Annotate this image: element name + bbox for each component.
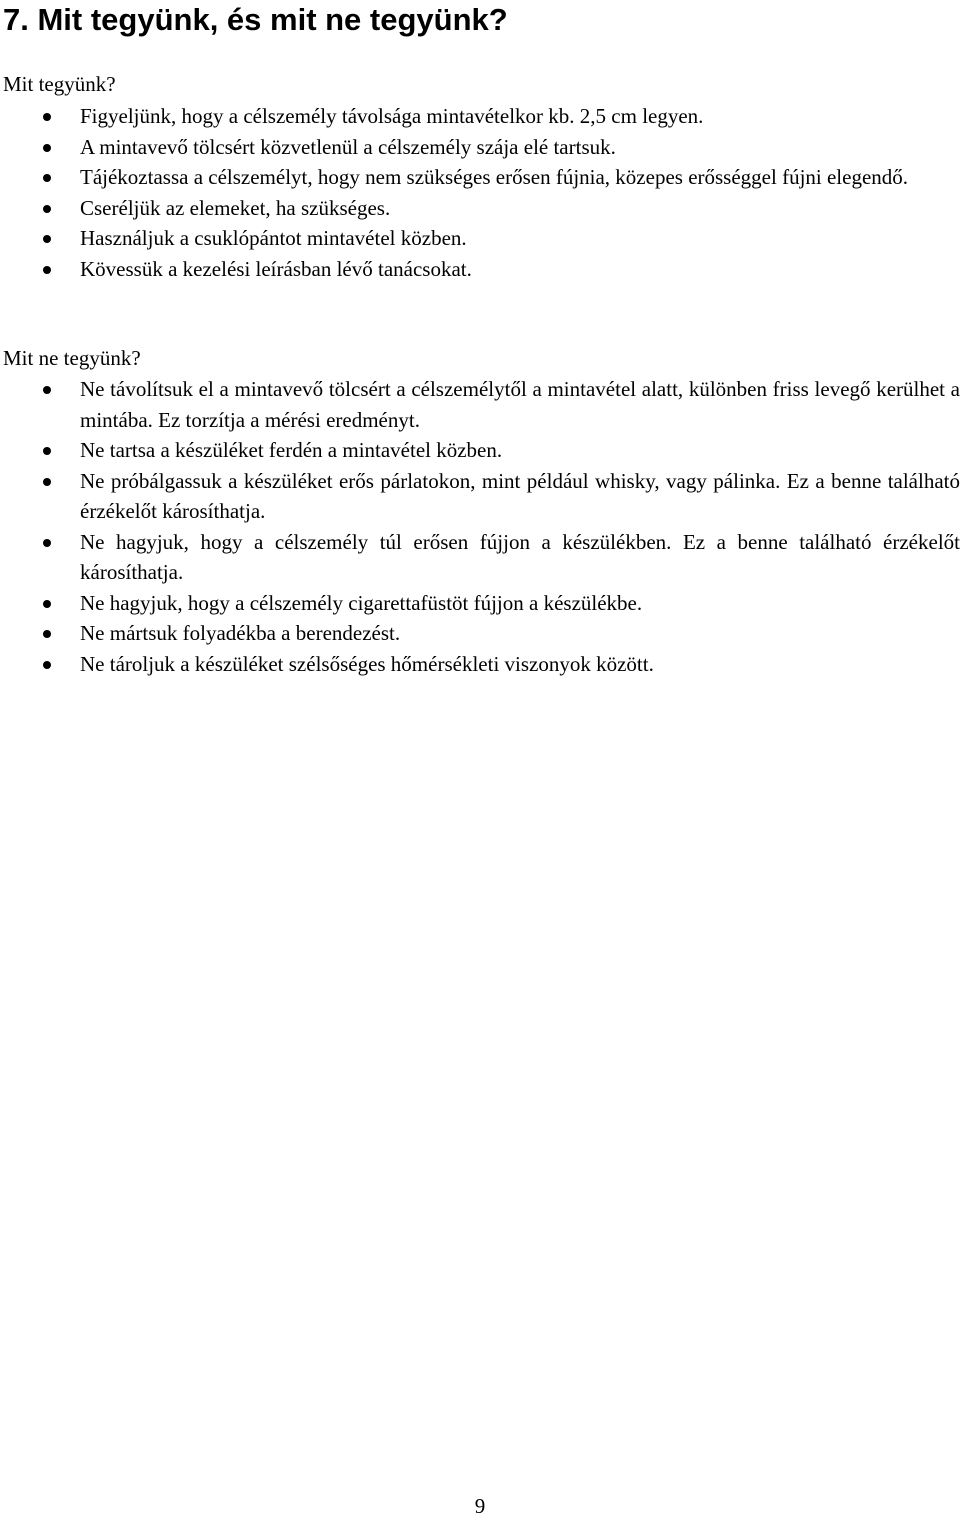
bullet-icon — [43, 630, 51, 638]
bullet-icon — [43, 113, 51, 121]
bullet-icon — [43, 235, 51, 243]
dont-section-heading: Mit ne tegyünk? — [3, 346, 141, 370]
list-item-text: Ne távolítsuk el a mintavevő tölcsért a célszemélytől a mintavétel alatt, különben friss levegő kerülhet a mintába. Ez torzítja a mérési eredményt. — [80, 377, 960, 432]
list-item-text: Ne tároljuk a készüléket szélsőséges hőmérsékleti viszonyok között. — [80, 651, 654, 676]
page-number: 9 — [474, 1494, 486, 1518]
list-item — [0, 162, 960, 193]
bullet-icon — [43, 144, 51, 152]
list-item-text: Ne tartsa a készüléket ferdén a mintavétel közben. — [80, 438, 503, 462]
list-item — [0, 254, 960, 285]
bullet-icon — [43, 205, 51, 213]
list-item-text: Ne mártsuk folyadékba a berendezést. — [80, 621, 401, 645]
list-item-text: Tájékoztassa a célszemélyt, hogy nem szükséges erősen fújnia, közepes erősséggel fújni elegendő. — [80, 165, 909, 189]
list-item — [0, 649, 960, 680]
list-item — [0, 374, 960, 435]
list-item-text: Figyeljünk, hogy a célszemély távolsága mintavételkor kb. 2,5 cm legyen. — [80, 104, 704, 128]
bullet-icon — [43, 266, 51, 274]
list-item-text: A mintavevő tölcsért közvetlenül a célszemély szája elé tartsuk. — [80, 134, 616, 159]
list-item — [0, 618, 960, 649]
list-item — [0, 132, 960, 163]
bullet-icon — [43, 600, 51, 608]
list-item — [0, 101, 960, 132]
list-item — [0, 193, 960, 224]
section-title: 7. Mit tegyünk, és mit ne tegyünk? — [3, 2, 508, 37]
list-item — [0, 527, 960, 588]
bullet-icon — [43, 447, 51, 455]
list-item — [0, 223, 960, 254]
list-item — [0, 466, 960, 527]
list-item-text: Cseréljük az elemeket, ha szükséges. — [80, 195, 391, 220]
list-item — [0, 588, 960, 619]
bullet-icon — [43, 539, 51, 547]
list-item-text: Ne hagyjuk, hogy a célszemély túl erősen fújjon a készülékben. Ez a benne található érzékelőt károsíthatja. — [80, 529, 960, 584]
bullet-icon — [43, 661, 51, 669]
list-item-text: Ne próbálgassuk a készüléket erős párlatokon, mint például whisky, vagy pálinka. Ez a benne található érzékelőt károsíthatja. — [80, 468, 960, 523]
list-item-text: Használjuk a csuklópántot mintavétel közben. — [80, 226, 467, 250]
list-item — [0, 435, 960, 466]
bullet-icon — [43, 174, 51, 182]
list-item-text: Ne hagyjuk, hogy a célszemély cigarettafüstöt fújjon a készülékbe. — [80, 590, 643, 615]
do-section-heading: Mit tegyünk? — [3, 72, 116, 96]
list-item-text: Kövessük a kezelési leírásban lévő tanácsokat. — [80, 256, 472, 281]
do-list — [0, 101, 960, 284]
dont-list — [0, 374, 960, 679]
bullet-icon — [43, 478, 51, 486]
bullet-icon — [43, 386, 51, 394]
